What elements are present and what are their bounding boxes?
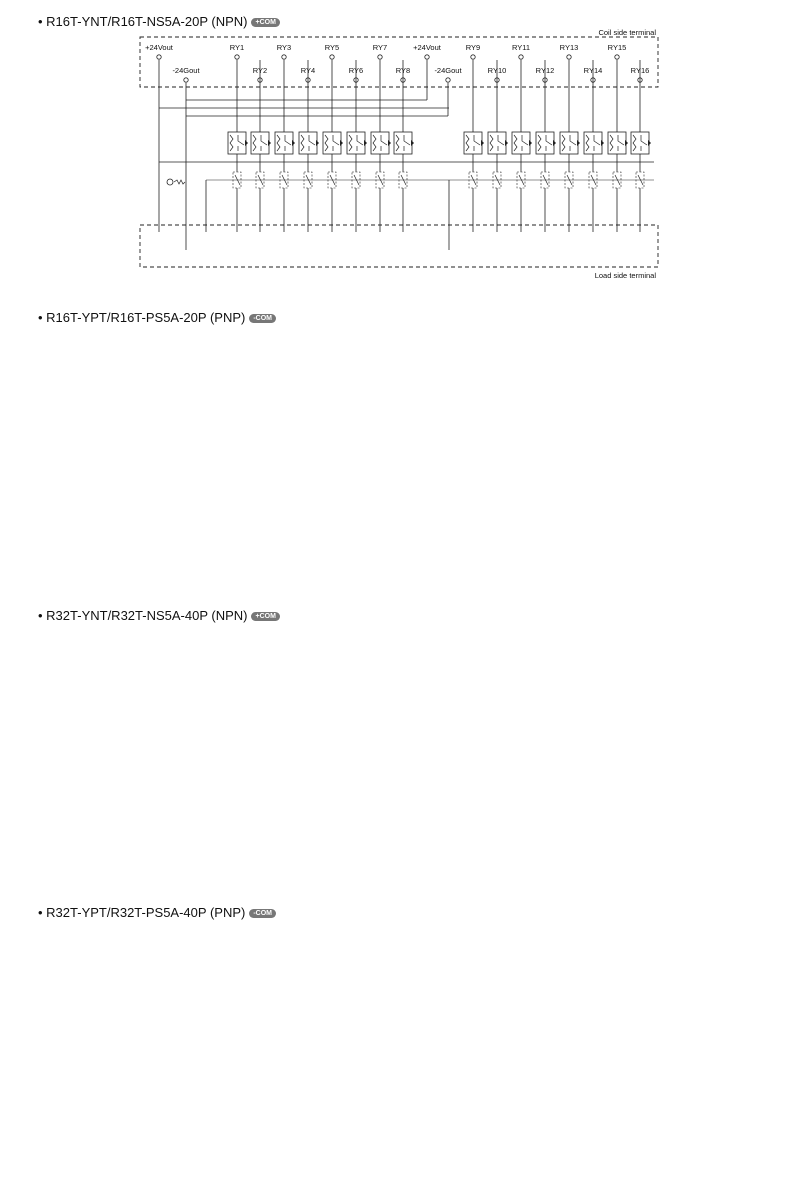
terminal-circle xyxy=(615,55,619,59)
terminal-circle xyxy=(235,55,239,59)
relay-module xyxy=(560,132,578,154)
terminal-label: RY8 xyxy=(395,66,411,75)
terminal-label: RY4 xyxy=(300,66,316,75)
terminal-label: RY15 xyxy=(607,43,627,52)
relay-module xyxy=(631,132,649,154)
diode-icon xyxy=(553,140,556,146)
terminal-label: -24Gout xyxy=(172,66,200,75)
terminal-circle xyxy=(446,78,450,82)
load-side-label: Load side terminal xyxy=(594,271,656,280)
diode-icon xyxy=(529,140,532,146)
diode-icon xyxy=(505,140,508,146)
resistor-icon xyxy=(174,180,185,184)
diode-icon xyxy=(340,140,343,146)
terminal-label: RY11 xyxy=(511,43,531,52)
terminal-circle xyxy=(282,55,286,59)
coil-side-label: Coil side terminal xyxy=(598,28,656,37)
diode-icon xyxy=(364,140,367,146)
terminal-label: RY6 xyxy=(348,66,364,75)
terminal-label: RY3 xyxy=(276,43,292,52)
wiring-diagram xyxy=(0,596,800,888)
terminal-circle xyxy=(567,55,571,59)
section-r32-pnp xyxy=(0,893,800,1185)
diode-icon xyxy=(388,140,391,146)
relay-module xyxy=(323,132,341,154)
load-terminal-box xyxy=(140,225,658,267)
wiring-diagram xyxy=(0,893,800,1185)
terminal-label: RY13 xyxy=(559,43,579,52)
terminal-circle xyxy=(519,55,523,59)
diode-icon xyxy=(268,140,271,146)
terminal-circle xyxy=(184,78,188,82)
section-title: • R16T-YNT/R16T-NS5A-20P (NPN) +COM xyxy=(38,14,280,29)
relay-module xyxy=(608,132,626,154)
terminal-circle xyxy=(378,55,382,59)
section-r16-npn xyxy=(0,0,800,290)
wiring-diagram xyxy=(0,0,800,290)
relay-module xyxy=(228,132,246,154)
relay-module xyxy=(347,132,365,154)
diode-icon xyxy=(411,140,414,146)
terminal-circle xyxy=(157,55,161,59)
section-title: • R32T-YPT/R32T-PS5A-40P (PNP) -COM xyxy=(38,905,276,920)
relay-module xyxy=(584,132,602,154)
terminal-label: RY7 xyxy=(372,43,388,52)
relay-module xyxy=(299,132,317,154)
relay-module xyxy=(275,132,293,154)
terminal-label: -24Gout xyxy=(434,66,462,75)
terminal-label: RY10 xyxy=(487,66,507,75)
terminal-label: +24Vout xyxy=(413,43,441,52)
relay-module xyxy=(488,132,506,154)
wiring-diagram xyxy=(0,296,800,586)
com-badge: -COM xyxy=(249,909,276,918)
diode-icon xyxy=(292,140,295,146)
section-title: • R32T-YNT/R32T-NS5A-40P (NPN) +COM xyxy=(38,608,280,623)
com-badge: -COM xyxy=(249,314,276,323)
relay-module xyxy=(512,132,530,154)
diode-icon xyxy=(577,140,580,146)
terminal-label: RY14 xyxy=(583,66,603,75)
relay-module xyxy=(371,132,389,154)
section-title: • R16T-YPT/R16T-PS5A-20P (PNP) -COM xyxy=(38,310,276,325)
terminal-label: RY5 xyxy=(324,43,340,52)
section-r32-npn xyxy=(0,596,800,888)
com-badge: +COM xyxy=(251,18,279,27)
diode-icon xyxy=(625,140,628,146)
terminal-circle xyxy=(471,55,475,59)
diode-icon xyxy=(648,140,651,146)
terminal-circle xyxy=(330,55,334,59)
diode-icon xyxy=(245,140,248,146)
diode-icon xyxy=(316,140,319,146)
led-icon xyxy=(167,179,173,185)
terminal-label: RY1 xyxy=(229,43,245,52)
diode-icon xyxy=(601,140,604,146)
terminal-label: +24Vout xyxy=(145,43,173,52)
terminal-label: RY12 xyxy=(535,66,555,75)
diode-icon xyxy=(481,140,484,146)
relay-module xyxy=(251,132,269,154)
terminal-circle xyxy=(425,55,429,59)
relay-module xyxy=(394,132,412,154)
section-r16-pnp xyxy=(0,296,800,586)
coil-terminal-box xyxy=(140,37,658,87)
terminal-label: RY2 xyxy=(252,66,268,75)
relay-module xyxy=(536,132,554,154)
relay-module xyxy=(464,132,482,154)
com-badge: +COM xyxy=(251,612,279,621)
terminal-label: RY9 xyxy=(465,43,481,52)
terminal-label: RY16 xyxy=(630,66,650,75)
